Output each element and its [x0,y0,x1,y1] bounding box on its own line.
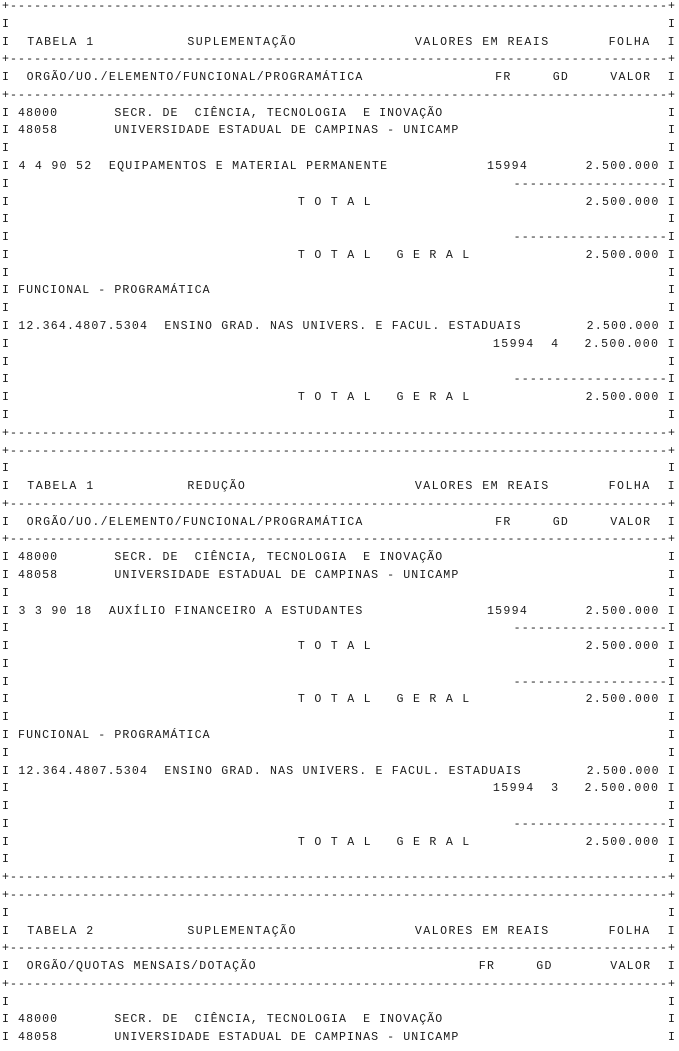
report-line: I 12.364.4807.5304 ENSINO GRAD. NAS UNIVERS. E FACUL. ESTADUAIS 2.500.000 I [2,320,676,334]
report-line: +----------------------------------------------------------------------------------+ [2,871,676,885]
report-line: I -------------------I [2,675,676,689]
report-line: I -------------------I [2,373,676,387]
report-line: I I [2,17,676,31]
report-line: I -------------------I [2,231,676,245]
report-line: I 48058 UNIVERSIDADE ESTADUAL DE CAMPINAS - UNICAMP I [2,124,676,138]
report-line: I I [2,906,676,920]
report-line: I 48000 SECR. DE CIÊNCIA, TECNOLOGIA E INOVAÇÃO I [2,1013,676,1027]
report-line: I T O T A L G E R A L 2.500.000 I [2,835,676,849]
report-line: I 3 3 90 18 AUXÍLIO FINANCEIRO A ESTUDANTES 15994 2.500.000 I [2,604,676,618]
report-line: I I [2,657,676,671]
report-line: I FUNCIONAL - PROGRAMÁTICA I [2,284,676,298]
report-line: +----------------------------------------------------------------------------------+ [2,497,676,511]
report-line: I T O T A L G E R A L 2.500.000 I [2,693,676,707]
report-line: I I [2,213,676,227]
report-line: I T O T A L 2.500.000 I [2,640,676,654]
report-line: I 12.364.4807.5304 ENSINO GRAD. NAS UNIVERS. E FACUL. ESTADUAIS 2.500.000 I [2,764,676,778]
report-line: I -------------------I [2,622,676,636]
report-line: I I [2,142,676,156]
report-line: I ORGÃO/UO./ELEMENTO/FUNCIONAL/PROGRAMÁTICA FR GD VALOR I [2,515,676,529]
report-line: I 15994 3 2.500.000 I [2,782,676,796]
report-line: I -------------------I [2,817,676,831]
report-line: I T O T A L G E R A L 2.500.000 I [2,248,676,262]
report-line: I I [2,995,676,1009]
report-line: I ORGÃO/UO./ELEMENTO/FUNCIONAL/PROGRAMÁTICA FR GD VALOR I [2,71,676,85]
report-line: I 48000 SECR. DE CIÊNCIA, TECNOLOGIA E INOVAÇÃO I [2,551,676,565]
report-line: I FUNCIONAL - PROGRAMÁTICA I [2,728,676,742]
report-line: I 4 4 90 52 EQUIPAMENTOS E MATERIAL PERMANENTE 15994 2.500.000 I [2,160,676,174]
report-line: I 15994 4 2.500.000 I [2,337,676,351]
report-line: I T O T A L 2.500.000 I [2,195,676,209]
report-line: I I [2,800,676,814]
report-line: I I [2,586,676,600]
report-line: +----------------------------------------------------------------------------------+ [2,533,676,547]
report-line: I 48058 UNIVERSIDADE ESTADUAL DE CAMPINAS - UNICAMP I [2,1031,676,1045]
report-line: I I [2,853,676,867]
report-line: I I [2,266,676,280]
report-line: +----------------------------------------------------------------------------------+ [2,444,676,458]
report-line: I TABELA 1 SUPLEMENTAÇÃO VALORES EM REAIS FOLHA I [2,35,676,49]
report-line: I I [2,408,676,422]
report-line: I 48058 UNIVERSIDADE ESTADUAL DE CAMPINAS - UNICAMP I [2,568,676,582]
report-line: I I [2,302,676,316]
report-line: +----------------------------------------------------------------------------------+ [2,0,676,13]
report-line: I TABELA 1 REDUÇÃO VALORES EM REAIS FOLHA I [2,480,676,494]
report-line: I I [2,355,676,369]
report-line: +----------------------------------------------------------------------------------+ [2,977,676,991]
report-line: I ORGÃO/QUOTAS MENSAIS/DOTAÇÃO FR GD VALOR I [2,960,676,974]
report-line: I T O T A L G E R A L 2.500.000 I [2,391,676,405]
report-line: I I [2,711,676,725]
report-line: I TABELA 2 SUPLEMENTAÇÃO VALORES EM REAIS FOLHA I [2,924,676,938]
report-line: I I [2,746,676,760]
report-line: +----------------------------------------------------------------------------------+ [2,88,676,102]
report-line: +----------------------------------------------------------------------------------+ [2,426,676,440]
report-line: +----------------------------------------------------------------------------------+ [2,942,676,956]
report-line: I -------------------I [2,177,676,191]
report-line: +----------------------------------------------------------------------------------+ [2,889,676,902]
report-line: I 48000 SECR. DE CIÊNCIA, TECNOLOGIA E INOVAÇÃO I [2,106,676,120]
report-line: I I [2,462,676,476]
report-line: +----------------------------------------------------------------------------------+ [2,53,676,67]
